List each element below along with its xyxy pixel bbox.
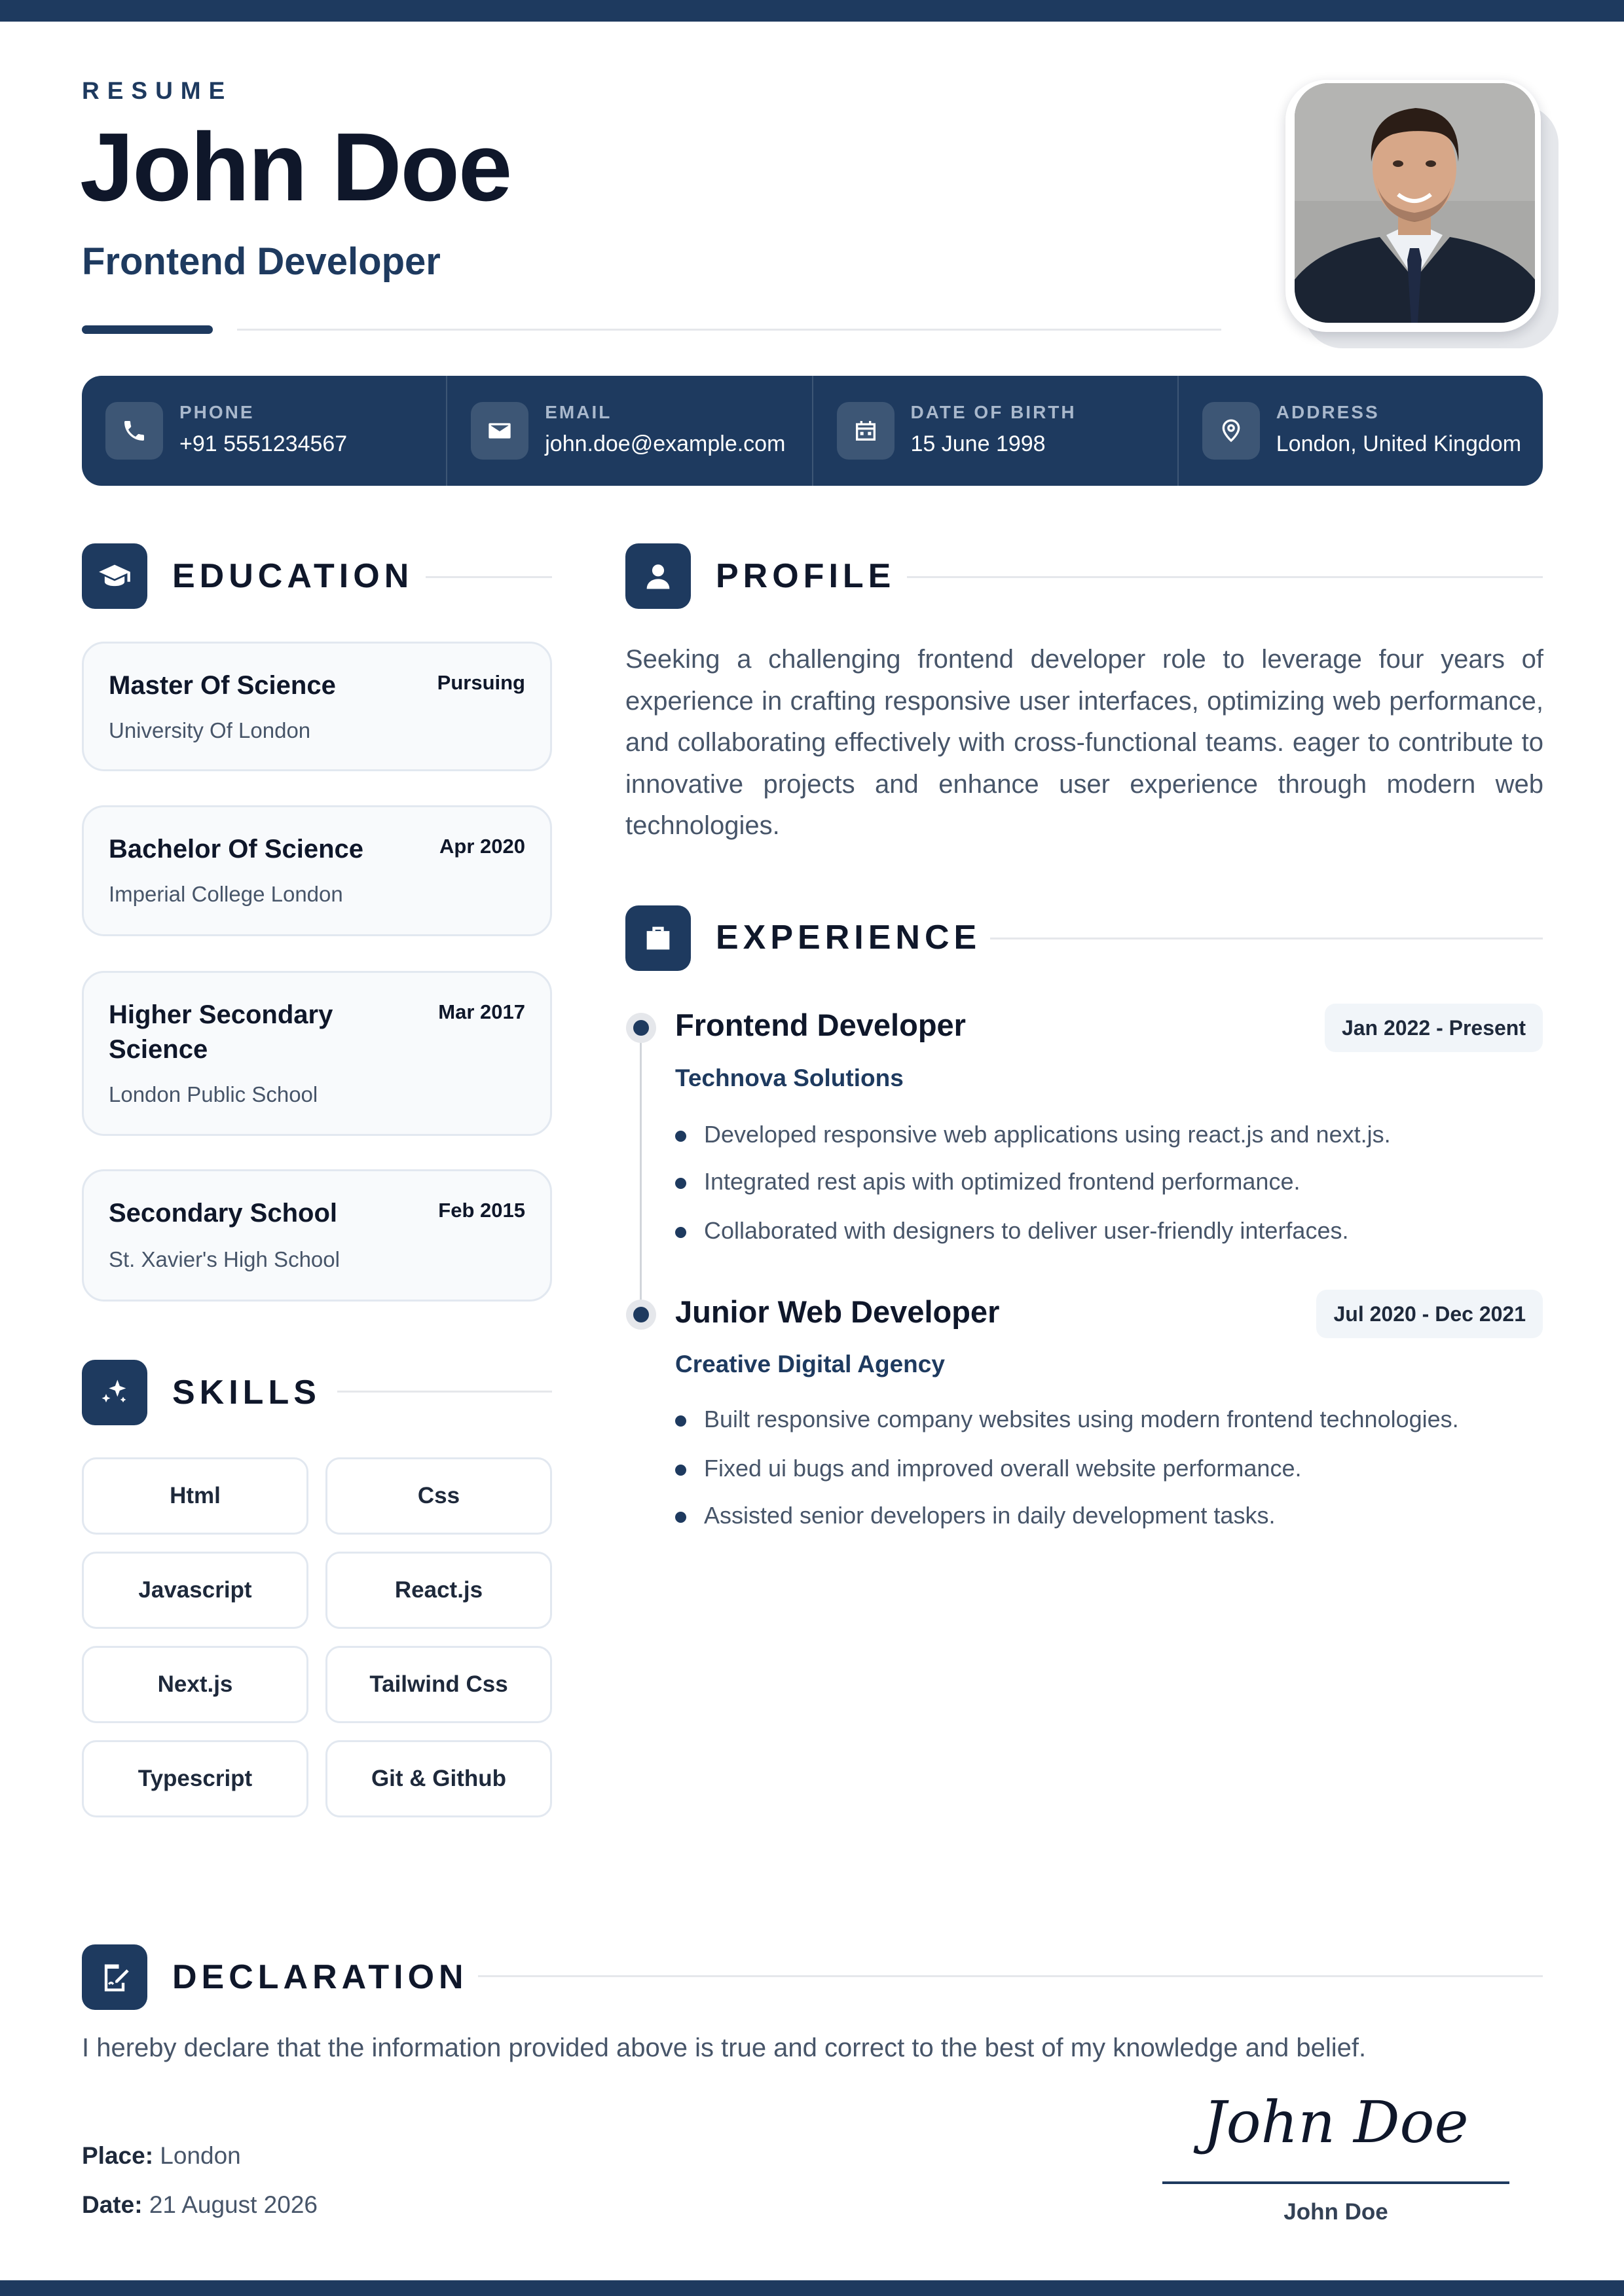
job-bullet: Assisted senior developers in daily development tasks. <box>675 1502 1275 1529</box>
education-degree: Master Of Science <box>109 671 336 700</box>
experience-heading: EXPERIENCE <box>716 919 982 957</box>
profile-divider <box>907 576 1543 578</box>
header-divider <box>237 329 1221 331</box>
skill-tag: React.js <box>325 1552 552 1629</box>
contact-phone <box>82 376 446 486</box>
email-value[interactable]: john.doe@example.com <box>545 431 786 456</box>
top-accent-bar <box>0 0 1624 22</box>
profile-heading: PROFILE <box>716 557 896 595</box>
skill-tag: Html <box>82 1457 308 1535</box>
briefcase-icon <box>625 905 691 971</box>
signature-line <box>1162 2181 1509 2184</box>
education-school: Imperial College London <box>109 882 343 906</box>
profile-summary: Seeking a challenging frontend developer role to leverage four years of experience in crafting responsive user interfaces, optimizing web performance, and collaborating effectively with cross-functional teams. eager to contribute to innovative projects and enhance user experience through modern web technologies. <box>625 645 1543 840</box>
education-date: Apr 2020 <box>439 835 525 858</box>
sparkles-icon <box>82 1360 147 1425</box>
education-divider <box>426 576 552 578</box>
job-bullet: Collaborated with designers to deliver user-friendly interfaces. <box>675 1217 1348 1245</box>
education-degree: Higher Secondary Science <box>109 1000 333 1064</box>
education-date: Pursuing <box>437 671 525 694</box>
job-bullet: Built responsive company websites using modern frontend technologies. <box>675 1406 1459 1433</box>
phone-icon <box>105 402 163 460</box>
declaration-place: Place: London <box>82 2142 241 2169</box>
education-card <box>82 1169 552 1302</box>
job-company: Technova Solutions <box>675 1065 904 1091</box>
education-degree: Secondary School <box>109 1199 337 1228</box>
skill-tag: Git & Github <box>325 1740 552 1817</box>
education-school: St. Xavier's High School <box>109 1247 340 1271</box>
profile-photo <box>1295 83 1535 323</box>
education-card <box>82 805 552 936</box>
declaration-date: Date: 21 August 2026 <box>82 2191 318 2218</box>
timeline-dot <box>626 1300 656 1330</box>
graduation-cap-icon <box>82 543 147 609</box>
skill-tag: Css <box>325 1457 552 1535</box>
calendar-icon <box>837 402 895 460</box>
phone-value[interactable]: +91 5551234567 <box>179 431 348 456</box>
dob-label: DATE OF BIRTH <box>910 402 1077 422</box>
job-date-badge: Jan 2022 - Present <box>1325 1004 1543 1052</box>
job-bullet: Fixed ui bugs and improved overall website performance. <box>675 1455 1301 1482</box>
declaration-divider <box>478 1975 1543 1977</box>
mail-icon <box>471 402 528 460</box>
skills-divider <box>337 1391 552 1393</box>
user-icon <box>625 543 691 609</box>
education-card <box>82 971 552 1136</box>
experience-divider <box>990 938 1543 939</box>
job-bullet: Developed responsive web applications using react.js and next.js. <box>675 1121 1391 1148</box>
contact-email <box>446 376 811 486</box>
job-date-badge: Jul 2020 - Dec 2021 <box>1316 1290 1543 1338</box>
education-card <box>82 642 552 771</box>
timeline-dot <box>626 1013 656 1043</box>
candidate-name: John Doe <box>80 113 511 221</box>
bottom-accent-bar <box>0 2280 1624 2296</box>
skill-tag: Next.js <box>82 1646 308 1723</box>
education-degree: Bachelor Of Science <box>109 835 364 864</box>
job-title: Junior Web Developer <box>675 1294 1000 1329</box>
job-company: Creative Digital Agency <box>675 1351 945 1377</box>
contact-bar <box>82 376 1543 486</box>
skills-heading: SKILLS <box>172 1374 321 1412</box>
header-accent-bar <box>82 325 213 334</box>
address-label: ADDRESS <box>1276 402 1380 422</box>
education-school: London Public School <box>109 1082 318 1106</box>
skill-tag: Tailwind Css <box>325 1646 552 1723</box>
education-date: Mar 2017 <box>438 1000 525 1023</box>
skill-tag: Javascript <box>82 1552 308 1629</box>
skill-tag: Typescript <box>82 1740 308 1817</box>
contact-dob <box>812 376 1177 486</box>
experience-timeline <box>640 1028 642 1314</box>
handwritten-signature: John Doe <box>1203 2088 1469 2156</box>
dob-value: 15 June 1998 <box>910 431 1046 456</box>
education-heading: EDUCATION <box>172 557 414 595</box>
location-pin-icon <box>1202 402 1260 460</box>
candidate-role: Frontend Developer <box>82 240 441 283</box>
email-label: EMAIL <box>545 402 612 422</box>
declaration-heading: DECLARATION <box>172 1958 468 1996</box>
job-bullet: Integrated rest apis with optimized frontend performance. <box>675 1168 1300 1195</box>
resume-eyebrow: RESUME <box>82 77 233 104</box>
address-value: London, United Kingdom <box>1276 431 1522 456</box>
document-sign-icon <box>82 1944 147 2010</box>
signer-name: John Doe <box>1283 2199 1388 2225</box>
contact-address <box>1177 376 1543 486</box>
job-title: Frontend Developer <box>675 1008 966 1042</box>
education-date: Feb 2015 <box>438 1199 525 1222</box>
declaration-statement: I hereby declare that the information provided above is true and correct to the best of my knowledge and belief. <box>82 2033 1367 2062</box>
education-school: University Of London <box>109 718 311 742</box>
phone-label: PHONE <box>179 402 255 422</box>
